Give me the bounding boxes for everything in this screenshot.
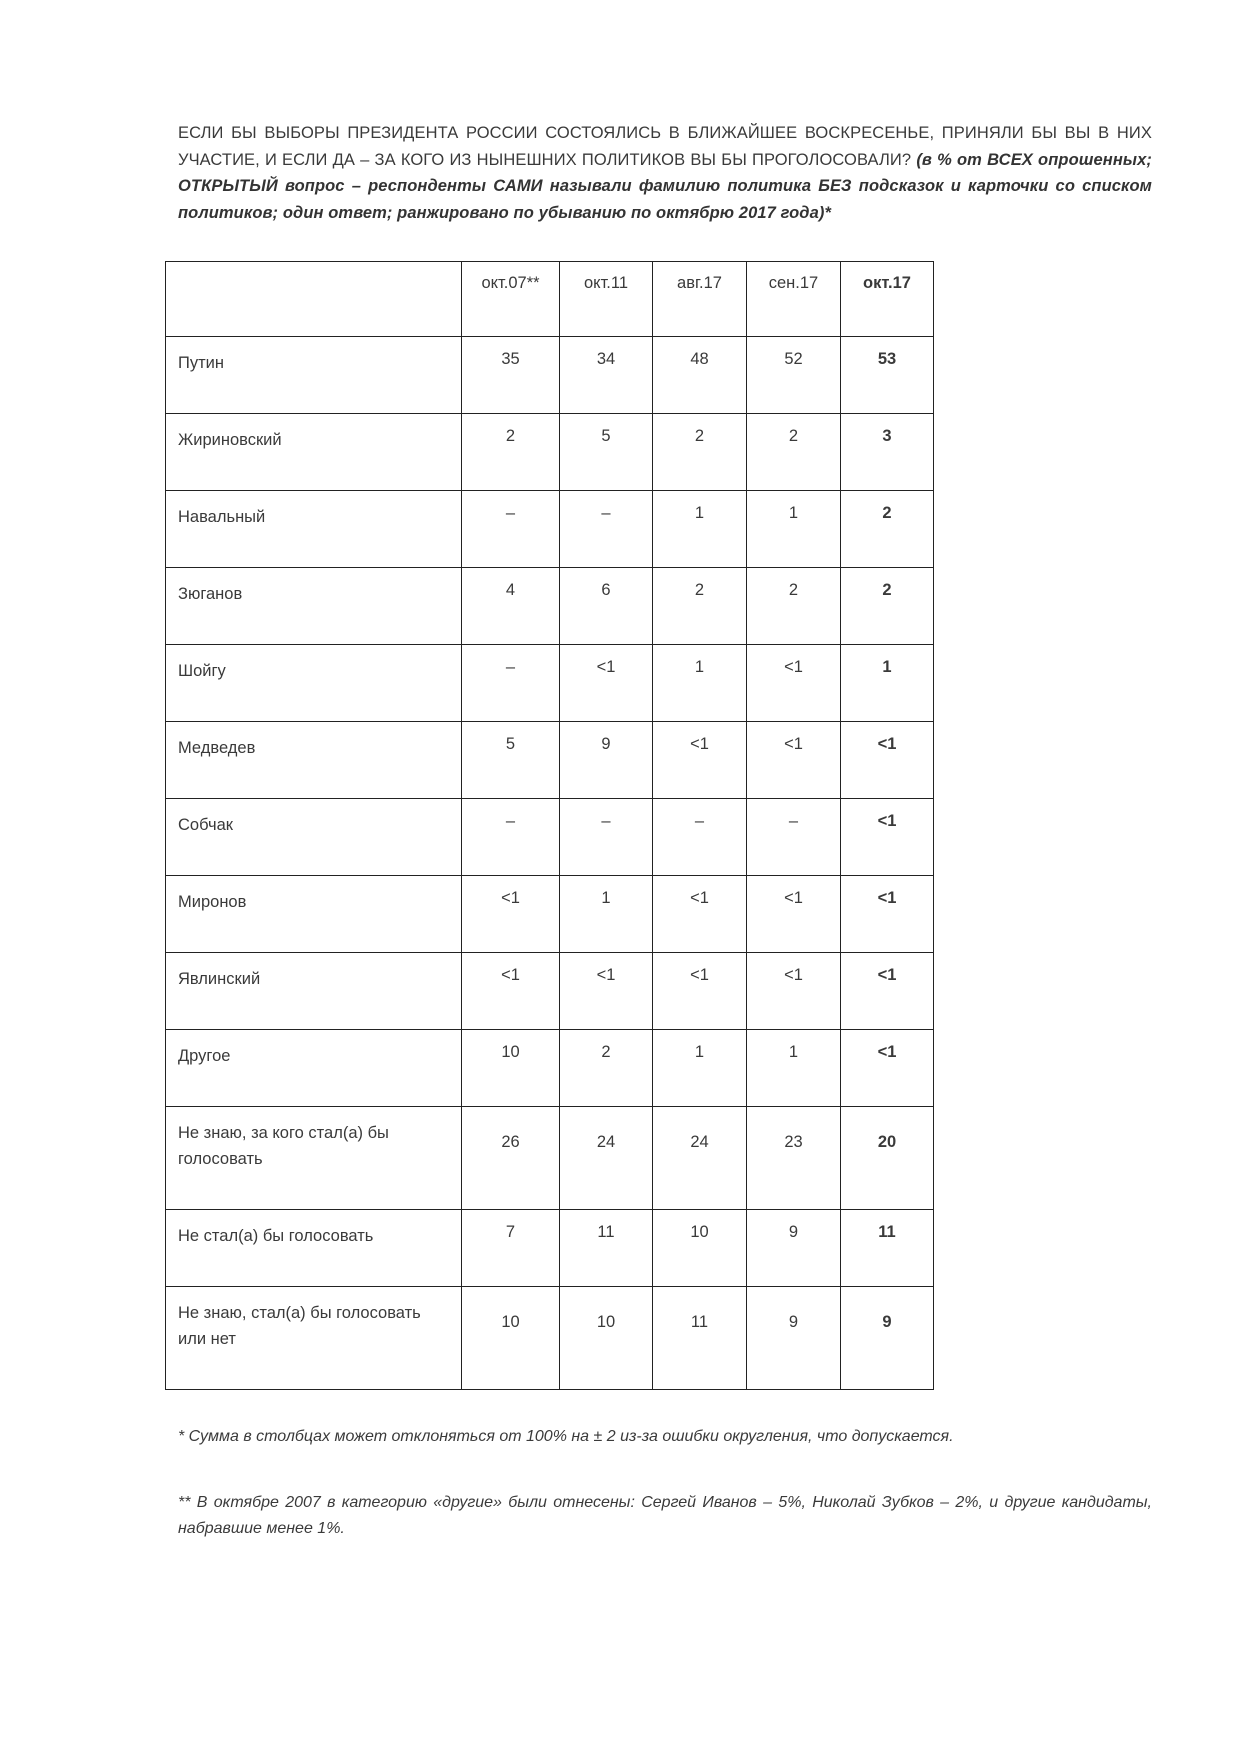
- value-cell: 11: [841, 1210, 934, 1287]
- value-cell: <1: [841, 799, 934, 876]
- value-cell: <1: [560, 953, 653, 1030]
- value-cell: 2: [560, 1030, 653, 1107]
- value-cell: 2: [747, 414, 841, 491]
- value-cell: 10: [653, 1210, 747, 1287]
- value-cell: 10: [462, 1287, 560, 1390]
- value-cell: 1: [841, 645, 934, 722]
- row-label: Навальный: [166, 491, 462, 568]
- value-cell: 48: [653, 337, 747, 414]
- value-cell: <1: [841, 876, 934, 953]
- value-cell: 1: [653, 1030, 747, 1107]
- table-row: [166, 491, 934, 568]
- value-cell: –: [560, 799, 653, 876]
- value-cell: 1: [653, 491, 747, 568]
- value-cell: <1: [462, 953, 560, 1030]
- value-cell: <1: [841, 722, 934, 799]
- value-cell: <1: [560, 645, 653, 722]
- footnote-rounding: * Сумма в столбцах может отклоняться от 100% на ± 2 из-за ошибки округления, что допускается.: [178, 1428, 954, 1445]
- value-cell: 4: [462, 568, 560, 645]
- value-cell: 10: [462, 1030, 560, 1107]
- value-cell: –: [462, 645, 560, 722]
- value-cell: <1: [747, 953, 841, 1030]
- table-row: [166, 799, 934, 876]
- row-label: Жириновский: [166, 414, 462, 491]
- table-row: [166, 1287, 934, 1390]
- table-row: [166, 722, 934, 799]
- table-row: [166, 568, 934, 645]
- row-label: Не знаю, за кого стал(а) бы голосовать: [166, 1107, 462, 1210]
- value-cell: 1: [653, 645, 747, 722]
- value-cell: 1: [747, 491, 841, 568]
- value-cell: 5: [462, 722, 560, 799]
- value-cell: <1: [653, 953, 747, 1030]
- poll-results-table: [165, 261, 934, 1390]
- value-cell: 5: [560, 414, 653, 491]
- row-label: Путин: [166, 337, 462, 414]
- value-cell: –: [462, 799, 560, 876]
- value-cell: 9: [747, 1287, 841, 1390]
- value-cell: 24: [560, 1107, 653, 1210]
- value-cell: 6: [560, 568, 653, 645]
- row-label: Не знаю, стал(а) бы голосовать или нет: [166, 1287, 462, 1390]
- value-cell: 2: [841, 568, 934, 645]
- value-cell: 2: [653, 414, 747, 491]
- value-cell: 9: [560, 722, 653, 799]
- table-row: [166, 337, 934, 414]
- value-cell: –: [462, 491, 560, 568]
- value-cell: 20: [841, 1107, 934, 1210]
- table-row: [166, 1030, 934, 1107]
- value-cell: 2: [841, 491, 934, 568]
- value-cell: 9: [747, 1210, 841, 1287]
- table-row: [166, 414, 934, 491]
- row-label: Медведев: [166, 722, 462, 799]
- value-cell: 2: [653, 568, 747, 645]
- header-cell-empty: [166, 262, 462, 337]
- footnote-others: ** В октябре 2007 в категорию «другие» были отнесены: Сергей Иванов – 5%, Николай Зубков – 2%, и другие кандидаты, набравшие менее 1%.: [178, 1494, 1152, 1537]
- value-cell: 53: [841, 337, 934, 414]
- header-cell: окт.07**: [462, 262, 560, 337]
- value-cell: 2: [462, 414, 560, 491]
- row-label: Миронов: [166, 876, 462, 953]
- table-row: [166, 876, 934, 953]
- value-cell: 1: [747, 1030, 841, 1107]
- value-cell: 11: [560, 1210, 653, 1287]
- value-cell: –: [653, 799, 747, 876]
- value-cell: 52: [747, 337, 841, 414]
- value-cell: 9: [841, 1287, 934, 1390]
- value-cell: 10: [560, 1287, 653, 1390]
- value-cell: 24: [653, 1107, 747, 1210]
- question-text: ЕСЛИ БЫ ВЫБОРЫ ПРЕЗИДЕНТА РОССИИ СОСТОЯЛИСЬ В БЛИЖАЙШЕЕ ВОСКРЕСЕНЬЕ, ПРИНЯЛИ БЫ ВЫ В НИХ УЧАСТИЕ, И ЕСЛИ ДА – ЗА КОГО ИЗ НЫНЕШНИХ ПОЛИТИКОВ ВЫ БЫ ПРОГОЛОСОВАЛИ?: [178, 124, 1152, 169]
- value-cell: 1: [560, 876, 653, 953]
- header-cell: окт.11: [560, 262, 653, 337]
- table-row: [166, 953, 934, 1030]
- table-row: [166, 1107, 934, 1210]
- survey-question: [178, 120, 1152, 226]
- value-cell: 3: [841, 414, 934, 491]
- row-label: Собчак: [166, 799, 462, 876]
- header-cell: авг.17: [653, 262, 747, 337]
- value-cell: <1: [747, 645, 841, 722]
- row-label: Не стал(а) бы голосовать: [166, 1210, 462, 1287]
- header-cell: сен.17: [747, 262, 841, 337]
- value-cell: 34: [560, 337, 653, 414]
- value-cell: 23: [747, 1107, 841, 1210]
- value-cell: 7: [462, 1210, 560, 1287]
- value-cell: –: [560, 491, 653, 568]
- value-cell: <1: [841, 953, 934, 1030]
- row-label: Зюганов: [166, 568, 462, 645]
- row-label: Другое: [166, 1030, 462, 1107]
- table-row: [166, 1210, 934, 1287]
- value-cell: <1: [841, 1030, 934, 1107]
- table-header-row: [166, 262, 934, 337]
- table-row: [166, 645, 934, 722]
- value-cell: <1: [653, 876, 747, 953]
- question-note: (в % от ВСЕХ опрошенных; ОТКРЫТЫЙ вопрос – респонденты САМИ называли фамилию политика БЕЗ подсказок и карточки со списком политиков; один ответ; ранжировано по убыванию по октябрю 2017 года)*: [178, 150, 1152, 222]
- row-label: Шойгу: [166, 645, 462, 722]
- value-cell: 11: [653, 1287, 747, 1390]
- value-cell: 2: [747, 568, 841, 645]
- value-cell: <1: [747, 722, 841, 799]
- value-cell: 26: [462, 1107, 560, 1210]
- row-label: Явлинский: [166, 953, 462, 1030]
- value-cell: <1: [653, 722, 747, 799]
- value-cell: <1: [747, 876, 841, 953]
- value-cell: <1: [462, 876, 560, 953]
- value-cell: 35: [462, 337, 560, 414]
- header-cell-current: окт.17: [841, 262, 934, 337]
- value-cell: –: [747, 799, 841, 876]
